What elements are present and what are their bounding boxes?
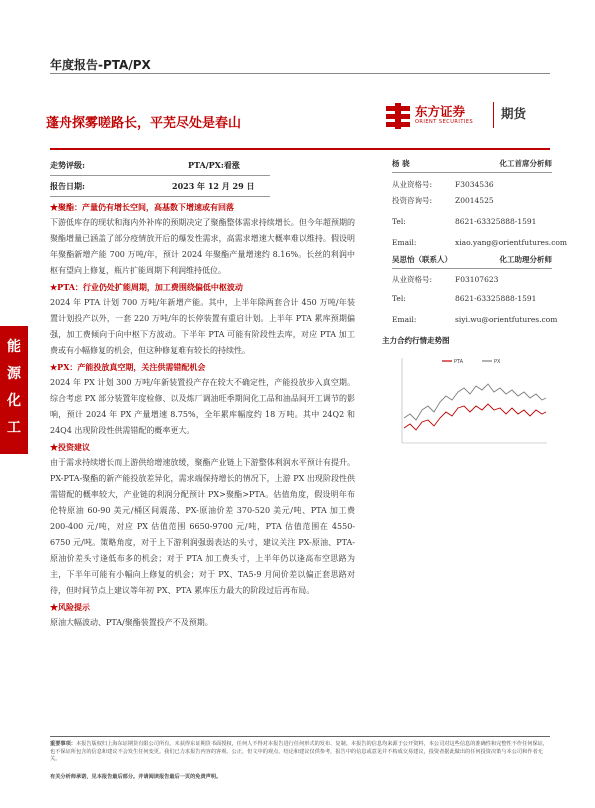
analyst-block bbox=[392, 156, 552, 172]
main-content bbox=[50, 199, 355, 631]
title-divider bbox=[50, 148, 550, 150]
disclaimer-label: 重要事项： bbox=[50, 741, 76, 747]
section-heading: ★聚酯：产量仍有增长空间，高基数下增速或有回落 bbox=[50, 202, 234, 212]
report-type: 年度报告-PTA/PX bbox=[50, 58, 151, 72]
analyst-role: 化工助理分析师 bbox=[499, 255, 552, 264]
header-divider bbox=[50, 73, 550, 74]
analyst-field-value: 8621-63325888-1591 bbox=[455, 217, 537, 226]
disclaimer-text: 本报告版权归上海东证期货有限公司所有。未获得东证期货书面授权，任何人不得对本报告进行任何形式的发布、复制。本报告的信息均来源于公开资料，本公司对这些信息的准确性和完整性不作任何保证，也不保证所包含的信息和建议不会发生任何变更。我们已力求报告内容的客观、公正，但文中的观点、结论和建议仅供参考，报告中的信息或意见并不构成交易建议，投资者据此做出的任何投资决策与本公司和作者无关。 bbox=[50, 741, 549, 762]
section-body: 由于需求持续增长而上游供给增速放缓，聚酯产业链上下游整体利润水平预计有提升。PX-PTA-聚酯的新产能投放差异化，需求端保持增长的情况下，上游 PX 出现阶段性供需错配的概率较大，产业链的利润分配预计 PX>聚酯>PTA。估值角度，假设明年布伦特原油 60-90 美元/桶区间震荡、PX-原油价差 370-520 美元/吨、PTA 加工费 200-400 元/吨，对应 PX 估值范围 6650-9700 元/吨，PTA 估值范围在 4550-6750 元/吨。策略角度，对于上下游利润强弱表达的头寸，建议关注 PX-原油、PTA-原油价差头寸逢低布多的机会；对于 PTA 加工费头寸，上半年仍以逢高布空思路为主，下半年可能有小幅向上修复的机会；对于 PX、TA5-9 月间价差以偏正套思路对待，但时间节点上建议等年初 PX、PTA 累库压力最大的阶段过后再布局。 bbox=[50, 458, 355, 595]
chart-bg bbox=[382, 348, 552, 458]
disclaimer bbox=[50, 741, 550, 764]
disclaimer-divider bbox=[50, 736, 550, 737]
sector-label: 能源化工 bbox=[7, 339, 21, 436]
report-title: 蓬舟探雾嗟路长，平芜尽处是春山 bbox=[46, 116, 242, 131]
analyst-field-label: 从业资格号: bbox=[392, 275, 433, 284]
meta-divider bbox=[50, 175, 270, 176]
rating-value: PTA/PX:看涨 bbox=[188, 160, 240, 170]
analyst-email[interactable]: siyi.wu@orientfutures.com bbox=[455, 315, 558, 324]
date-label: 报告日期: bbox=[50, 181, 85, 191]
price-trend-chart bbox=[382, 348, 552, 458]
logo-name: 东方证券 bbox=[415, 104, 466, 119]
analyst-name: 吴思怡（联系人） bbox=[392, 255, 452, 264]
logo-futures: 期货 bbox=[501, 106, 527, 121]
date-value: 2023 年 12 月 29 日 bbox=[172, 181, 255, 191]
analyst-field-label: Tel: bbox=[392, 217, 406, 226]
section-body: 2024 年 PTA 计划 700 万吨/年新增产能。其中，上半年除两套合计 450 万吨/年装置计划投产以外，一套 220 万吨/年的长停装置有重启计划。上半年 PTA 累库预期偏强，加工费倾向于向中枢下方波动。下半年 PTA 可能有阶段性去库，对应 PTA 加工费或有小幅修复的机会，但这种修复难有较长的持续性。 bbox=[50, 298, 355, 355]
analyst-divider bbox=[392, 268, 552, 269]
analyst-field-label: Email: bbox=[392, 315, 417, 324]
section-heading: ★PTA：行业仍处扩能周期，加工费围绕偏低中枢波动 bbox=[50, 282, 243, 292]
section-heading: ★风险提示 bbox=[50, 602, 90, 612]
orient-logo-icon bbox=[385, 103, 411, 129]
section-heading: ★PX：产能投放真空期，关注供需错配机会 bbox=[50, 362, 206, 372]
analyst-email[interactable]: xiao.yang@orientfutures.com bbox=[455, 238, 568, 247]
analyst-field-label: Tel: bbox=[392, 294, 406, 303]
disclaimer-footer: 有关分析师承诺，见本报告最后部分。并请阅读报告最后一页的免责声明。 bbox=[50, 774, 222, 780]
analyst-field-label: 投资咨询号: bbox=[392, 196, 433, 205]
chart-title: 主力合约行情走势图 bbox=[382, 336, 450, 345]
section-body: 2024 年 PX 计划 300 万吨/年新装置投产存在较大不确定性，产能投放步入真空期。综合考虑 PX 部分装置年度检修、以及炼厂调油旺季期间化工品和油品间开工调节的影响，预计 2024 年 PX 产量增速 8.75%，全年累库幅度约 18 万吨。其中 24Q2 和 24Q4 出现阶段性供需错配的概率更大。 bbox=[50, 378, 355, 435]
section-body: 下游低库存的现状和海内外补库的预期决定了聚酯整体需求持续增长。但今年超预期的聚酯增量已涵盖了部分疫情放开后的爆发性需求，高需求增速大概率难以维持。假设明年聚酯新增产能 700 万吨/年，预计 2024 年聚酯产量增速约 8.16%。长丝的利润中枢有望向上修复，瓶片扩能周期下利润维持低位。 bbox=[50, 218, 355, 275]
analyst-name: 杨 骁 bbox=[392, 159, 410, 168]
rating-label: 走势评级: bbox=[50, 160, 85, 170]
section-body: 原油大幅波动、PTA/聚酯装置投产不及预期。 bbox=[50, 618, 213, 627]
company-logo bbox=[385, 100, 545, 132]
logo-subtitle: ORIENT SECURITIES bbox=[415, 119, 474, 125]
analyst-field-label: 从业资格号: bbox=[392, 180, 433, 189]
analyst-field-value: 8621-63325888-1591 bbox=[455, 294, 537, 303]
analyst-role: 化工首席分析师 bbox=[499, 159, 552, 168]
analyst-block bbox=[392, 252, 552, 268]
analyst-field-value: F03107623 bbox=[455, 275, 499, 284]
analyst-field-value: F3034536 bbox=[455, 180, 494, 189]
sector-sidebar bbox=[0, 326, 28, 454]
analyst-field-label: Email: bbox=[392, 238, 417, 247]
analyst-field-value: Z0014525 bbox=[455, 196, 494, 205]
logo-separator bbox=[493, 102, 494, 128]
section-heading: ★投资建议 bbox=[50, 442, 90, 452]
legend-label-px: PX bbox=[494, 359, 501, 365]
meta-divider bbox=[50, 196, 270, 197]
analyst-divider bbox=[392, 172, 552, 173]
legend-label-pta: PTA bbox=[454, 359, 464, 365]
